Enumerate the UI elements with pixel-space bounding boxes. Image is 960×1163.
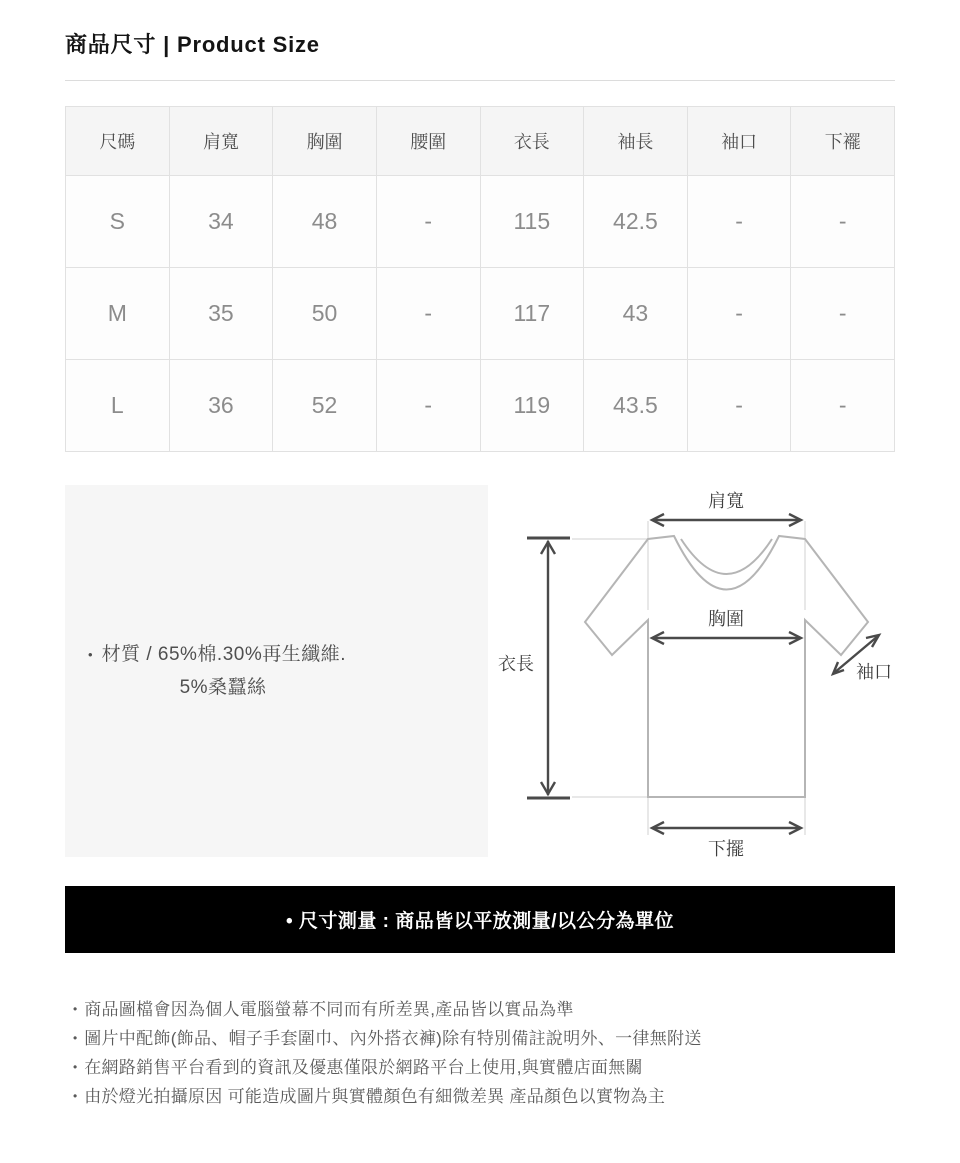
list-item bbox=[73, 1053, 895, 1082]
page-title: 商品尺寸 | Product Size bbox=[65, 32, 320, 57]
material-bullet: • bbox=[88, 647, 93, 662]
note-bullet: • bbox=[73, 1031, 78, 1045]
material-line2: 5%桑蠶絲 bbox=[179, 677, 267, 698]
garment-length-label: 衣長 bbox=[498, 654, 534, 674]
note-text: 商品圖檔會因為個人電腦螢幕不同而有所差異,產品皆以實品為準 bbox=[84, 1000, 574, 1019]
size-table-body bbox=[66, 176, 895, 452]
measurement-note-text: • 尺寸測量 : 商品皆以平放測量/以公分為單位 bbox=[285, 911, 675, 932]
tshirt-outline bbox=[585, 536, 868, 797]
hem-label: 下擺 bbox=[708, 839, 744, 857]
size-value-cell: - bbox=[376, 176, 480, 268]
size-value-cell: 36 bbox=[169, 360, 273, 452]
size-table bbox=[65, 106, 895, 452]
table-row bbox=[66, 360, 895, 452]
note-text: 在網路銷售平台看到的資訊及優惠僅限於網路平台上使用,與實體店面無關 bbox=[84, 1058, 643, 1077]
size-value-cell: 52 bbox=[273, 360, 377, 452]
size-table-header-cell: 肩寬 bbox=[169, 107, 273, 176]
size-label-cell: M bbox=[66, 268, 170, 360]
size-table-header-cell: 胸圍 bbox=[273, 107, 377, 176]
size-value-cell: - bbox=[791, 360, 895, 452]
note-bullet: • bbox=[73, 1002, 78, 1016]
table-row bbox=[66, 176, 895, 268]
tshirt-measurement-diagram bbox=[490, 485, 932, 857]
size-value-cell: 34 bbox=[169, 176, 273, 268]
note-text: 由於燈光拍攝原因 可能造成圖片與實體顏色有細微差異 產品顏色以實物為主 bbox=[84, 1087, 666, 1106]
note-text: 圖片中配飾(飾品、帽子手套圍巾、內外搭衣褲)除有特別備註說明外、一律無附送 bbox=[84, 1029, 702, 1048]
size-value-cell: - bbox=[376, 268, 480, 360]
measurement-note-bar bbox=[65, 886, 895, 953]
size-label-cell: S bbox=[66, 176, 170, 268]
list-item bbox=[73, 1024, 895, 1053]
size-table-header-cell: 尺碼 bbox=[66, 107, 170, 176]
size-value-cell: 42.5 bbox=[584, 176, 688, 268]
size-value-cell: 119 bbox=[480, 360, 584, 452]
size-value-cell: 50 bbox=[273, 268, 377, 360]
title-divider bbox=[65, 80, 895, 81]
shoulder-width-label: 肩寬 bbox=[708, 491, 744, 511]
size-value-cell: - bbox=[687, 176, 791, 268]
material-line1: 材質 / 65%棉.30%再生纖維. bbox=[101, 644, 347, 665]
size-value-cell: - bbox=[791, 268, 895, 360]
disclaimer-notes bbox=[65, 995, 895, 1111]
size-value-cell: 43.5 bbox=[584, 360, 688, 452]
info-section bbox=[65, 485, 895, 857]
size-table-head bbox=[66, 107, 895, 176]
tshirt-diagram-svg bbox=[490, 485, 932, 857]
material-panel bbox=[65, 485, 488, 857]
note-bullet: • bbox=[73, 1060, 78, 1074]
size-table-header-cell: 下襬 bbox=[791, 107, 895, 176]
size-value-cell: 43 bbox=[584, 268, 688, 360]
size-table-header-cell: 袖口 bbox=[687, 107, 791, 176]
size-value-cell: 35 bbox=[169, 268, 273, 360]
size-value-cell: - bbox=[687, 268, 791, 360]
size-table-header-cell: 腰圍 bbox=[376, 107, 480, 176]
size-value-cell: - bbox=[687, 360, 791, 452]
table-row bbox=[66, 268, 895, 360]
size-table-header-cell: 衣長 bbox=[480, 107, 584, 176]
size-table-header-row bbox=[66, 107, 895, 176]
list-item bbox=[73, 1082, 895, 1111]
note-bullet: • bbox=[73, 1089, 78, 1103]
size-value-cell: 115 bbox=[480, 176, 584, 268]
cuff-label: 袖口 bbox=[856, 662, 892, 682]
guide-lines bbox=[572, 521, 805, 835]
size-table-header-cell: 袖長 bbox=[584, 107, 688, 176]
size-value-cell: 117 bbox=[480, 268, 584, 360]
measurement-arrows bbox=[527, 514, 879, 834]
size-label-cell: L bbox=[66, 360, 170, 452]
list-item bbox=[73, 995, 895, 1024]
size-value-cell: - bbox=[791, 176, 895, 268]
size-value-cell: 48 bbox=[273, 176, 377, 268]
size-value-cell: - bbox=[376, 360, 480, 452]
chest-width-label: 胸圍 bbox=[708, 609, 744, 629]
